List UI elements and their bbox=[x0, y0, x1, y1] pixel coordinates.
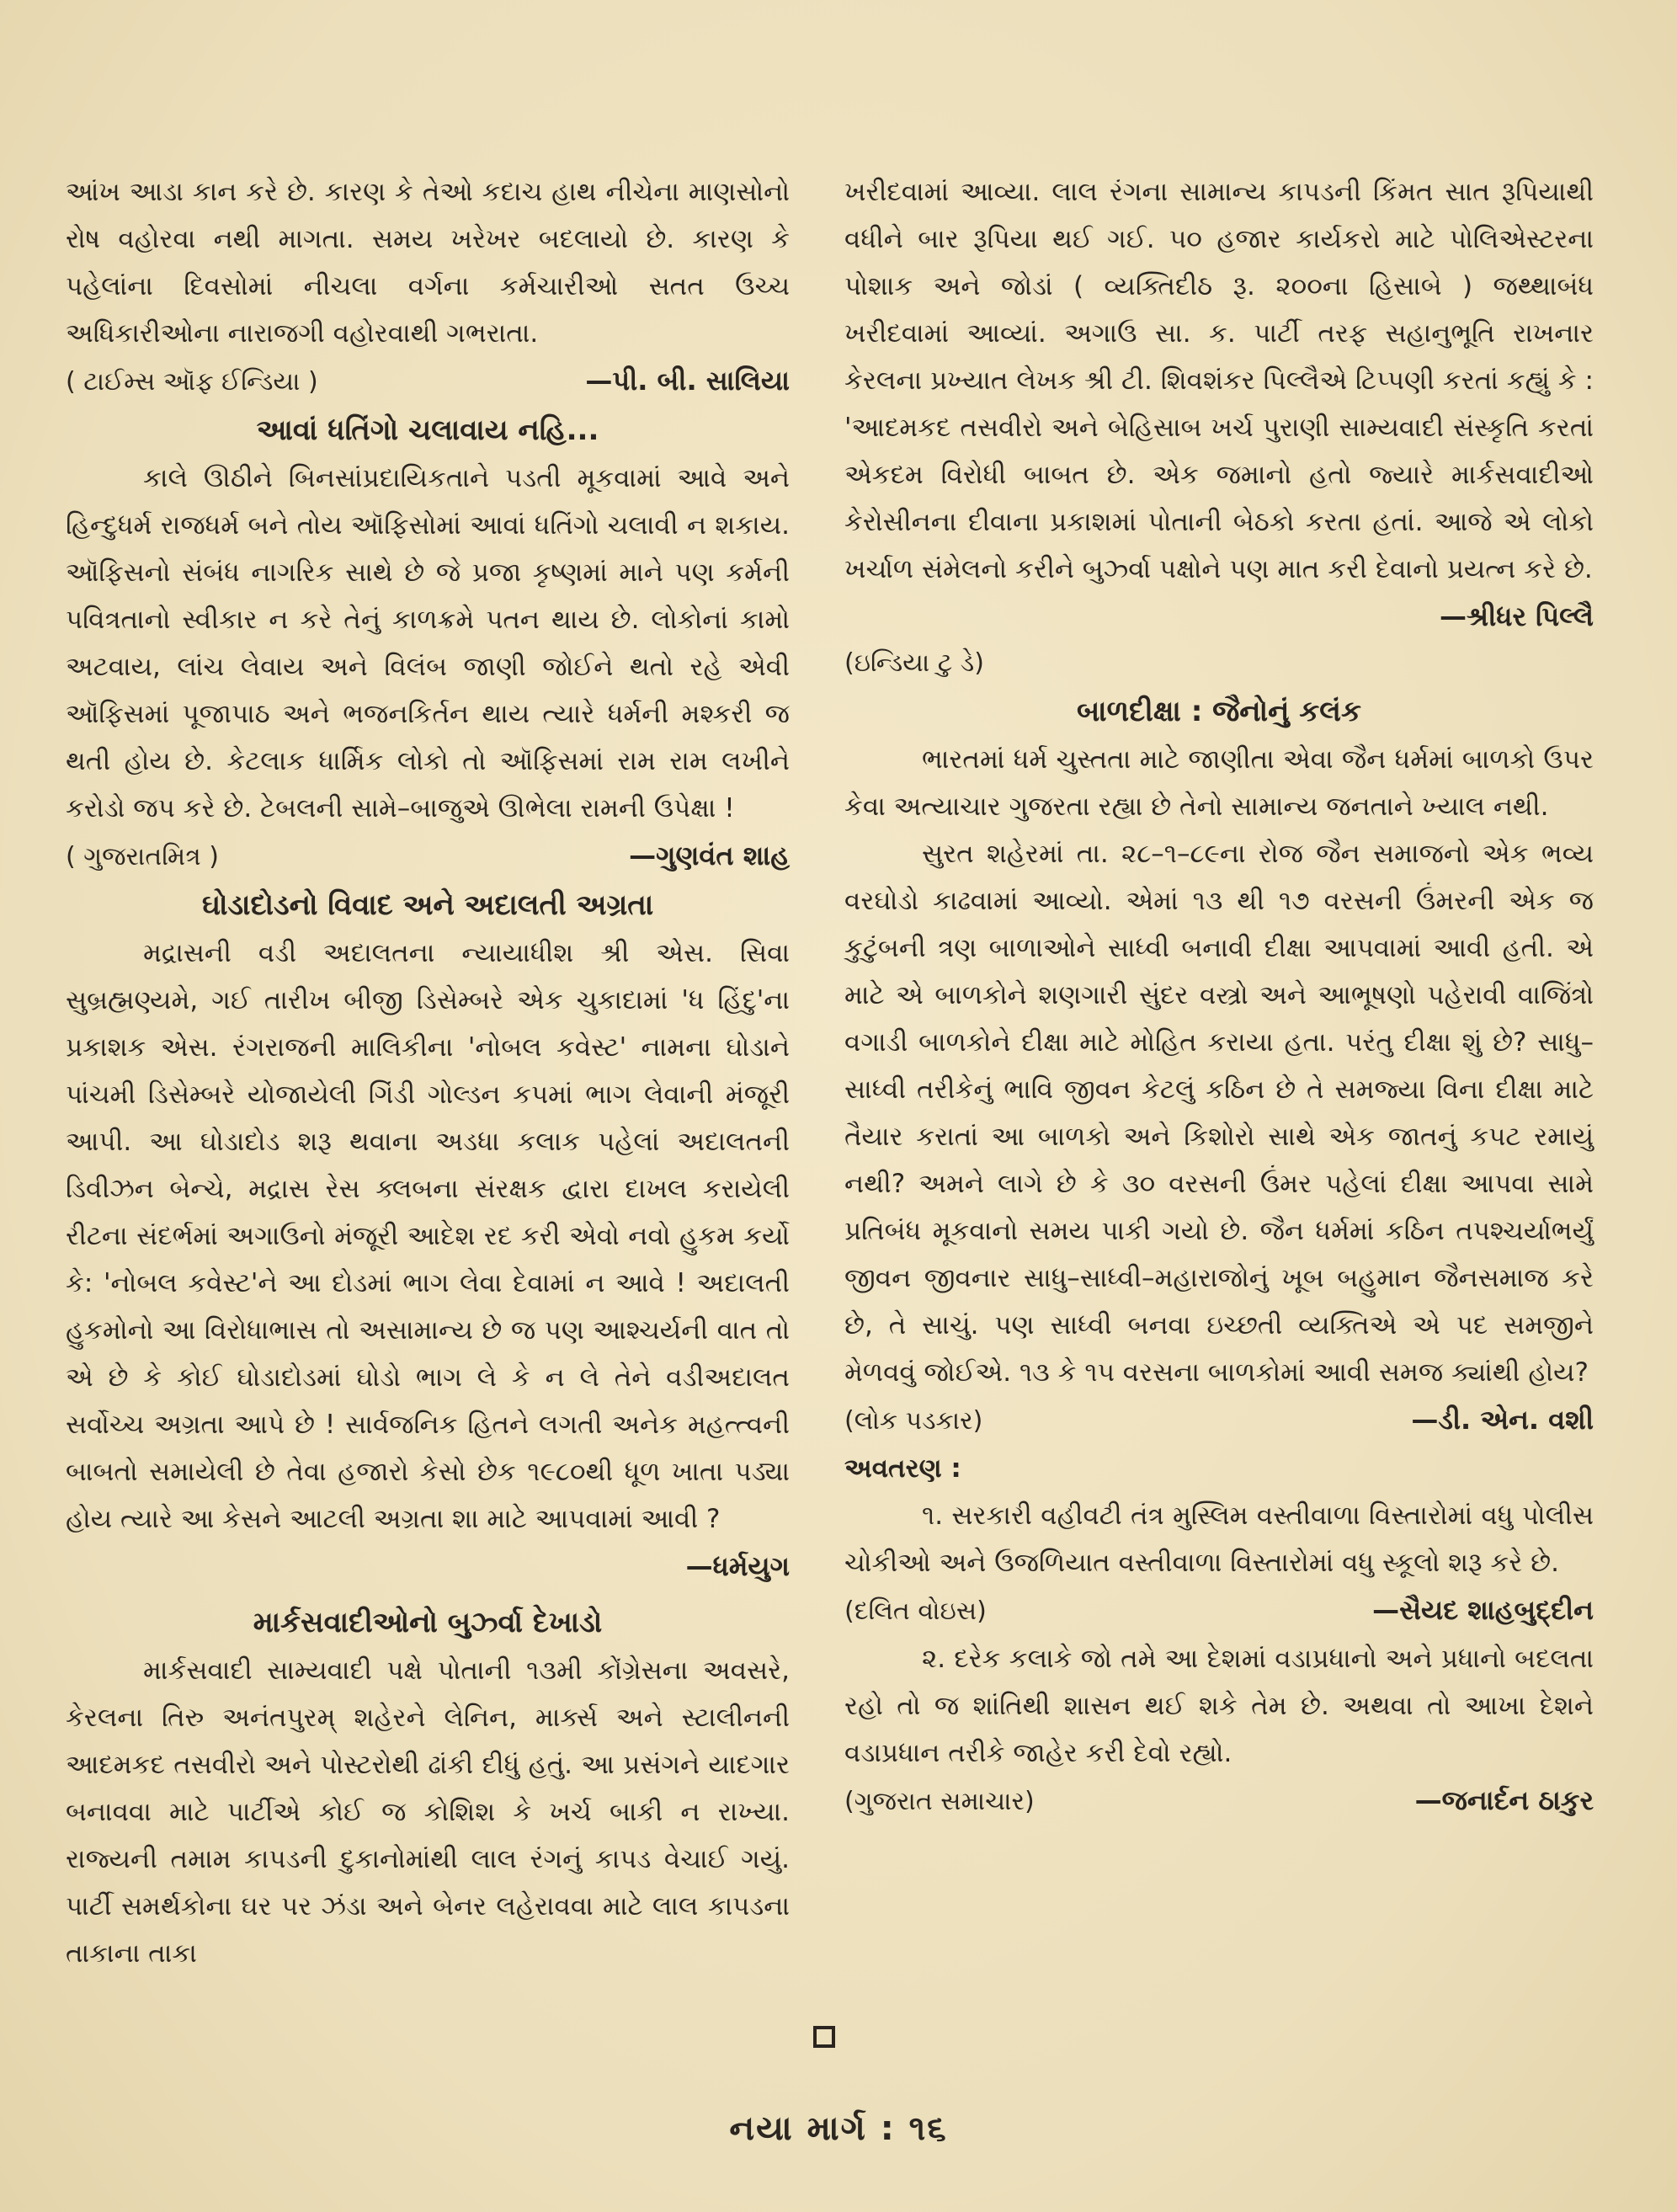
page-footer: નયા માર્ગ : ૧૬ bbox=[729, 2109, 948, 2148]
article1-source: ( ગુજરાતમિત્ર ) bbox=[66, 842, 219, 871]
article4-attribution bbox=[844, 1396, 1594, 1445]
article4-para2: સુરત શહેરમાં તા. ૨૮–૧–૮૯ના રોજ જૈન સમાજનો એક ભવ્ય વરઘોડો કાઢવામાં આવ્યો. એમાં ૧૩ થી ૧૭ વરસની ઉંમરની એક જ કુટુંબની ત્રણ બાળાઓને સાધ્વી બનાવી દીક્ષા આપવામાં આવી હતી. એ માટે એ બાળકોને શણગારી સુંદર વસ્ત્રો અને આભૂષણો પહેરાવી વાજિંત્રો વગાડી બાળકોને દીક્ષા માટે મોહિત કરાયા હતા. પરંતુ દીક્ષા શું છે? સાધુ–સાધ્વી તરીકેનું ભાવિ જીવન કેટલું કઠિન છે તે સમજ્યા વિના દીક્ષા માટે તૈયાર કરાતાં આ બાળકો અને કિશોરો સાથે એક જાતનું કપટ રમાયું નથી? અમને લાગે છે કે ૩૦ વરસની ઉંમર પહેલાં દીક્ષા આપવા સામે પ્રતિબંધ મૂકવાનો સમય પાકી ગયો છે. જૈન ધર્મમાં કઠિન તપશ્ચર્યાભર્યું જીવન જીવનાર સાધુ–સાધ્વી–મહારાજોનું ખૂબ બહુમાન જૈનસમાજ કરે છે, તે સાચું. પણ સાધ્વી બનવા ઇચ્છતી વ્યક્તિએ એ પદ સમજીને મેળવવું જોઈએ. ૧૩ કે ૧૫ વરસના બાળકોમાં આવી સમજ ક્યાંથી હોય? bbox=[844, 839, 1594, 1388]
intro-source: ( ટાઈમ્સ ઑફ ઈન્ડિયા ) bbox=[66, 367, 318, 397]
quote2-text: ૨. દરેક કલાકે જો તમે આ દેશમાં વડાપ્રધાનો અને પ્રધાનો બદલતા રહો તો જ શાંતિથી શાસન થઈ શકે તેમ છે. અથવા તો આખા દેશને વડાપ્રધાન તરીકે જાહેર કરી દેવો રહ્યો. bbox=[844, 1644, 1594, 1768]
right-column bbox=[844, 168, 1594, 1826]
left-column bbox=[66, 168, 790, 1977]
quote1-source: (દલિત વોઇસ) bbox=[844, 1596, 987, 1626]
article2-body: મદ્રાસની વડી અદાલતના ન્યાયાધીશ શ્રી એસ. સિવા સુબ્રહ્મણ્યમે, ગઈ તારીખ બીજી ડિસેમ્બરે એક ચુકાદામાં 'ધ હિંદુ'ના પ્રકાશક એસ. રંગરાજની માલિકીના 'નોબલ કવેસ્ટ' નામના ઘોડાને પાંચમી ડિસેમ્બરે યોજાયેલી ગિંડી ગોલ્ડન કપમાં ભાગ લેવાની મંજૂરી આપી. આ ઘોડાદોડ શરૂ થવાના અડધા કલાક પહેલાં અદાલતની ડિવીઝન બેન્ચે, મદ્રાસ રેસ ક્લબના સંરક્ષક દ્વારા દાખલ કરાયેલી રીટના સંદર્ભમાં અગાઉનો મંજૂરી આદેશ રદ કરી એવો નવો હુકમ કર્યો કે: 'નોબલ કવેસ્ટ'ને આ દોડમાં ભાગ લેવા દેવામાં ન આવે ! અદાલતી હુકમોનો આ વિરોધાભાસ તો અસામાન્ય છે જ પણ આશ્ચર્યની વાત તો એ છે કે કોઈ ઘોડાદોડમાં ઘોડો ભાગ લે કે ન લે તેને વડીઅદાલત સર્વોચ્ચ અગ્રતા આપે છે ! સાર્વજનિક હિતને લગતી અનેક મહત્ત્વની બાબતો સમાયેલી છે તેવા હજારો કેસો છેક ૧૯૮૦થી ધૂળ ખાતા પડ્યા હોય ત્યારે આ કેસને આટલી અગ્રતા શા માટે આપવામાં આવી ? bbox=[66, 938, 790, 1534]
intro-text: આંખ આડા કાન કરે છે. કારણ કે તેઓ કદાચ હાથ નીચેના માણસોનો રોષ વહોરવા નથી માગતા. સમય ખરેખર બદલાયો છે. કારણ કે પહેલાંના દિવસોમાં નીચલા વર્ગના કર્મચારીઓ સતત ઉચ્ચ અધિકારીઓના નારાજગી વહોરવાથી ગભરાતા. bbox=[66, 177, 790, 349]
article1-heading: આવાં ધતિંગો ચલાવાય નહિ... bbox=[256, 413, 599, 447]
intro-attribution bbox=[66, 357, 790, 406]
quote1-author: —સૈયદ શાહબુદ્દીન bbox=[1372, 1594, 1594, 1626]
article1-body: કાલે ઊઠીને બિનસાંપ્રદાયિકતાને પડતી મૂકવામાં આવે અને હિન્દુધર્મ રાજધર્મ બને તોય ઑફિસોમાં આવાં ધતિંગો ચલાવી ન શકાય. ઑફિસનો સંબંધ નાગરિક સાથે છે જે પ્રજા કૃષ્ણમાં માને પણ કર્મની પવિત્રતાનો સ્વીકાર ન કરે તેનું કાળક્રમે પતન થાય છે. લોકોનાં કામો અટવાય, લાંચ લેવાય અને વિલંબ જાણી જોઈને થતો રહે એવી ઑફિસમાં પૂજાપાઠ અને ભજનકિર્તન થાય ત્યારે ધર્મની મશ્કરી જ થતી હોય છે. કેટલાક ધાર્મિક લોકો તો ઑફિસમાં રામ રામ લખીને કરોડો જપ કરે છે. ટેબલની સામે–બાજુએ ઊભેલા રામની ઉપેક્ષા ! bbox=[66, 463, 790, 824]
article5-heading: અવતરણ : bbox=[844, 1453, 961, 1484]
quote2-attribution bbox=[844, 1777, 1594, 1826]
intro-author: —પી. બી. સાલિયા bbox=[585, 365, 790, 397]
article2-author: —ધર્મયુગ bbox=[685, 1550, 790, 1582]
article3-body: માર્કસવાદી સામ્યવાદી પક્ષે પોતાની ૧૩મી કોંગ્રેસના અવસરે, કેરલના તિરુ અનંતપુરમ્ શહેરને લેનિન, માર્ક્સ અને સ્ટાલીનની આદમકદ તસવીરો અને પોસ્ટરોથી ઢાંકી દીધું હતું. આ પ્રસંગને યાદગાર બનાવવા માટે પાર્ટીએ કોઈ જ કોશિશ કે ખર્ચ બાકી ન રાખ્યા. રાજ્યની તમામ કાપડની દુકાનોમાંથી લાલ રંગનું કાપડ વેચાઈ ગયું. પાર્ટી સમર્થકોના ઘર પર ઝંડા અને બેનર લહેરાવવા માટે લાલ કાપડના તાકાના તાકા bbox=[66, 1655, 790, 1969]
quote1-attribution bbox=[844, 1586, 1594, 1635]
article3-author: —શ્રીધર પિલ્લૈ bbox=[1440, 600, 1594, 632]
article4-heading: બાળદીક્ષા : જૈનોનું કલંક bbox=[1076, 695, 1362, 728]
article3-continued-body: ખરીદવામાં આવ્યા. લાલ રંગના સામાન્ય કાપડની કિંમત સાત રૂપિયાથી વધીને બાર રૂપિયા થઈ ગઈ. ૫૦ હજાર કાર્યકરો માટે પોલિએસ્ટરના પોશાક અને જોડાં ( વ્યક્તિદીઠ રૂ. ૨૦૦ના હિસાબે ) જથ્થાબંધ ખરીદવામાં આવ્યાં. અગાઉ સા. ક. પાર્ટી તરફ સહાનુભૂતિ રાખનાર કેરલના પ્રખ્યાત લેખક શ્રી ટી. શિવશંકર પિલ્લૈએ ટિપ્પણી કરતાં કહ્યું કે : 'આદમકદ તસવીરો અને બેહિસાબ ખર્ચ પુરાણી સામ્યવાદી સંસ્કૃતિ કરતાં એકદમ વિરોધી બાબત છે. એક જમાનો હતો જ્યારે માર્કસવાદીઓ કેરોસીનના દીવાના પ્રકાશમાં પોતાની બેઠકો કરતા હતાં. આજે એ લોકો ખર્ચાળ સંમેલનો કરીને બુર્ઝ્વા પક્ષોને પણ માત કરી દેવાનો પ્રયત્ન કરે છે. bbox=[844, 177, 1594, 584]
article4-source: (લોક પડકાર) bbox=[844, 1406, 983, 1436]
article4-para1: ભારતમાં ધર્મ ચુસ્તતા માટે જાણીતા એવા જૈન ધર્મમાં બાળકો ઉપર કેવા અત્યાચાર ગુજરતા રહ્યા છે તેનો સામાન્ય જનતાને ખ્યાલ નથી. bbox=[844, 744, 1594, 822]
article2-heading: ઘોડાદોડનો વિવાદ અને અદાલતી અગ્રતા bbox=[201, 888, 654, 922]
end-of-article-square-icon bbox=[813, 2026, 835, 2048]
article3-source: (ઇન્ડિયા ટુ ડે) bbox=[844, 648, 984, 678]
quote2-author: —જનાર્દન ઠાકુર bbox=[1414, 1784, 1594, 1816]
quote1-text: ૧. સરકારી વહીવટી તંત્ર મુસ્લિમ વસ્તીવાળા વિસ્તારોમાં વધુ પોલીસ ચોકીઓ અને ઉજળિયાત વસ્તીવાળા વિસ્તારોમાં વધુ સ્કૂલો શરૂ કરે છે. bbox=[844, 1500, 1594, 1578]
article4-author: —ડી. એન. વશી bbox=[1411, 1404, 1594, 1436]
article1-attribution bbox=[66, 832, 790, 881]
quote2-source: (ગુજરાત સમાચાર) bbox=[844, 1787, 1035, 1816]
article1-author: —ગુણવંત શાહ bbox=[629, 839, 790, 871]
article3-heading: માર્કસવાદીઓનો બુર્ઝ્વા દેખાડો bbox=[253, 1606, 603, 1639]
